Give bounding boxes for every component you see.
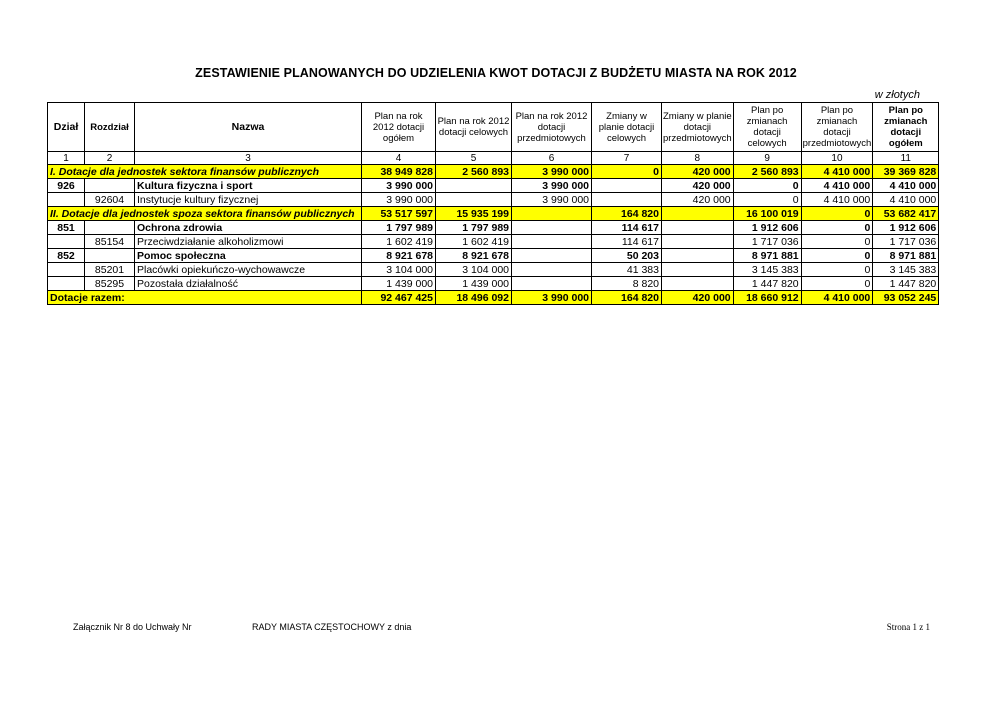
value-cell: 420 000 <box>662 179 734 193</box>
section-row-public <box>48 165 939 179</box>
value-cell: 420 000 <box>662 193 734 207</box>
col-number: 8 <box>662 152 734 165</box>
table-row-rozdzial-85154 <box>48 235 939 249</box>
value-cell: 1 797 989 <box>436 221 512 235</box>
value-cell: 114 617 <box>592 221 662 235</box>
table-row-rozdzial-92604 <box>48 193 939 207</box>
header-col4: Plan na rok 2012 dotacji ogółem <box>362 103 436 152</box>
value-cell: 1 797 989 <box>362 221 436 235</box>
value-cell: 1 447 820 <box>733 277 801 291</box>
value-cell <box>512 235 592 249</box>
value-cell: 0 <box>592 165 662 179</box>
value-cell <box>662 221 734 235</box>
rozdzial-cell: 85201 <box>85 263 135 277</box>
value-cell: 93 052 245 <box>873 291 939 305</box>
value-cell: 3 104 000 <box>362 263 436 277</box>
total-label: Dotacje razem: <box>48 291 362 305</box>
col-number: 7 <box>592 152 662 165</box>
section-row-non-public <box>48 207 939 221</box>
col-number: 10 <box>801 152 873 165</box>
header-rozdzial: Rozdział <box>85 103 135 152</box>
value-cell: 1 717 036 <box>733 235 801 249</box>
value-cell: 8 820 <box>592 277 662 291</box>
value-cell: 8 921 678 <box>362 249 436 263</box>
value-cell: 1 912 606 <box>733 221 801 235</box>
value-cell: 3 990 000 <box>362 193 436 207</box>
header-col5: Plan na rok 2012 dotacji celowych <box>436 103 512 152</box>
header-col7: Zmiany w planie dotacji celowych <box>592 103 662 152</box>
value-cell: 1 717 036 <box>873 235 939 249</box>
table-row-dzial-852 <box>48 249 939 263</box>
nazwa-cell: Pozostała działalność <box>135 277 362 291</box>
value-cell: 18 660 912 <box>733 291 801 305</box>
value-cell <box>512 221 592 235</box>
nazwa-cell: Pomoc społeczna <box>135 249 362 263</box>
header-col8: Zmiany w planie dotacji przedmiotowych <box>662 103 734 152</box>
value-cell: 18 496 092 <box>436 291 512 305</box>
table-row-rozdzial-85295 <box>48 277 939 291</box>
section-label: II. Dotacje dla jednostek spoza sektora finansów publicznych <box>48 207 362 221</box>
dzial-cell <box>48 235 85 249</box>
value-cell: 0 <box>801 277 873 291</box>
value-cell: 0 <box>801 235 873 249</box>
value-cell: 8 971 881 <box>733 249 801 263</box>
dzial-cell <box>48 277 85 291</box>
value-cell: 3 990 000 <box>512 291 592 305</box>
value-cell <box>436 179 512 193</box>
value-cell <box>512 277 592 291</box>
value-cell: 3 990 000 <box>512 193 592 207</box>
value-cell: 3 145 383 <box>733 263 801 277</box>
value-cell: 38 949 828 <box>362 165 436 179</box>
value-cell: 50 203 <box>592 249 662 263</box>
value-cell: 1 447 820 <box>873 277 939 291</box>
value-cell <box>592 179 662 193</box>
value-cell <box>662 235 734 249</box>
value-cell: 4 410 000 <box>873 193 939 207</box>
rozdzial-cell: 85295 <box>85 277 135 291</box>
value-cell: 41 383 <box>592 263 662 277</box>
value-cell: 1 912 606 <box>873 221 939 235</box>
footer-council: RADY MIASTA CZĘSTOCHOWY z dnia <box>252 622 412 632</box>
value-cell <box>662 263 734 277</box>
value-cell <box>512 249 592 263</box>
value-cell: 3 104 000 <box>436 263 512 277</box>
value-cell: 16 100 019 <box>733 207 801 221</box>
header-nazwa: Nazwa <box>135 103 362 152</box>
rozdzial-cell <box>85 179 135 193</box>
footer-page-number: Strona 1 z 1 <box>886 622 930 632</box>
dzial-cell <box>48 263 85 277</box>
value-cell: 4 410 000 <box>801 165 873 179</box>
nazwa-cell: Ochrona zdrowia <box>135 221 362 235</box>
budget-table <box>47 102 939 305</box>
table-row-dzial-851 <box>48 221 939 235</box>
total-row <box>48 291 939 305</box>
col-number: 2 <box>85 152 135 165</box>
value-cell: 0 <box>801 207 873 221</box>
header-col9: Plan po zmianach dotacji celowych <box>733 103 801 152</box>
value-cell: 0 <box>801 263 873 277</box>
value-cell: 1 602 419 <box>362 235 436 249</box>
value-cell: 4 410 000 <box>873 179 939 193</box>
col-number: 5 <box>436 152 512 165</box>
nazwa-cell: Kultura fizyczna i sport <box>135 179 362 193</box>
col-number: 6 <box>512 152 592 165</box>
rozdzial-cell <box>85 249 135 263</box>
rozdzial-cell: 92604 <box>85 193 135 207</box>
value-cell: 92 467 425 <box>362 291 436 305</box>
unit-note: w złotych <box>874 89 920 101</box>
dzial-cell: 852 <box>48 249 85 263</box>
value-cell <box>512 263 592 277</box>
value-cell: 53 682 417 <box>873 207 939 221</box>
value-cell: 3 990 000 <box>362 179 436 193</box>
value-cell: 8 921 678 <box>436 249 512 263</box>
header-dzial: Dział <box>48 103 85 152</box>
value-cell: 8 971 881 <box>873 249 939 263</box>
value-cell: 53 517 597 <box>362 207 436 221</box>
dzial-cell: 926 <box>48 179 85 193</box>
value-cell: 2 560 893 <box>436 165 512 179</box>
rozdzial-cell <box>85 221 135 235</box>
nazwa-cell: Placówki opiekuńczo-wychowawcze <box>135 263 362 277</box>
value-cell: 39 369 828 <box>873 165 939 179</box>
header-col10: Plan po zmianach dotacji przedmiotowych <box>801 103 873 152</box>
value-cell: 2 560 893 <box>733 165 801 179</box>
value-cell <box>436 193 512 207</box>
column-numbers-row <box>48 152 939 165</box>
table-row-dzial-926 <box>48 179 939 193</box>
value-cell: 3 990 000 <box>512 165 592 179</box>
value-cell: 4 410 000 <box>801 291 873 305</box>
table-row-rozdzial-85201 <box>48 263 939 277</box>
header-col11: Plan po zmianach dotacji ogółem <box>873 103 939 152</box>
col-number: 1 <box>48 152 85 165</box>
value-cell: 1 602 419 <box>436 235 512 249</box>
header-col6: Plan na rok 2012 dotacji przedmiotowych <box>512 103 592 152</box>
value-cell <box>512 207 592 221</box>
value-cell: 1 439 000 <box>436 277 512 291</box>
header-row <box>48 103 939 152</box>
value-cell: 0 <box>733 193 801 207</box>
page-title: ZESTAWIENIE PLANOWANYCH DO UDZIELENIA KWOT DOTACJI Z BUDŻETU MIASTA NA ROK 2012 <box>195 66 797 80</box>
footer-attachment: Załącznik Nr 8 do Uchwały Nr <box>73 622 192 632</box>
value-cell: 114 617 <box>592 235 662 249</box>
value-cell: 420 000 <box>662 291 734 305</box>
value-cell: 420 000 <box>662 165 734 179</box>
value-cell <box>592 193 662 207</box>
dzial-cell <box>48 193 85 207</box>
value-cell <box>662 207 734 221</box>
value-cell: 164 820 <box>592 291 662 305</box>
value-cell: 164 820 <box>592 207 662 221</box>
value-cell <box>662 249 734 263</box>
value-cell: 3 145 383 <box>873 263 939 277</box>
value-cell: 4 410 000 <box>801 193 873 207</box>
col-number: 11 <box>873 152 939 165</box>
value-cell: 15 935 199 <box>436 207 512 221</box>
nazwa-cell: Przeciwdziałanie alkoholizmowi <box>135 235 362 249</box>
value-cell: 0 <box>801 221 873 235</box>
value-cell: 3 990 000 <box>512 179 592 193</box>
col-number: 4 <box>362 152 436 165</box>
dzial-cell: 851 <box>48 221 85 235</box>
value-cell: 0 <box>801 249 873 263</box>
col-number: 9 <box>733 152 801 165</box>
value-cell: 0 <box>733 179 801 193</box>
nazwa-cell: Instytucje kultury fizycznej <box>135 193 362 207</box>
section-label: I. Dotacje dla jednostek sektora finansów publicznych <box>48 165 362 179</box>
rozdzial-cell: 85154 <box>85 235 135 249</box>
value-cell <box>662 277 734 291</box>
col-number: 3 <box>135 152 362 165</box>
value-cell: 4 410 000 <box>801 179 873 193</box>
value-cell: 1 439 000 <box>362 277 436 291</box>
